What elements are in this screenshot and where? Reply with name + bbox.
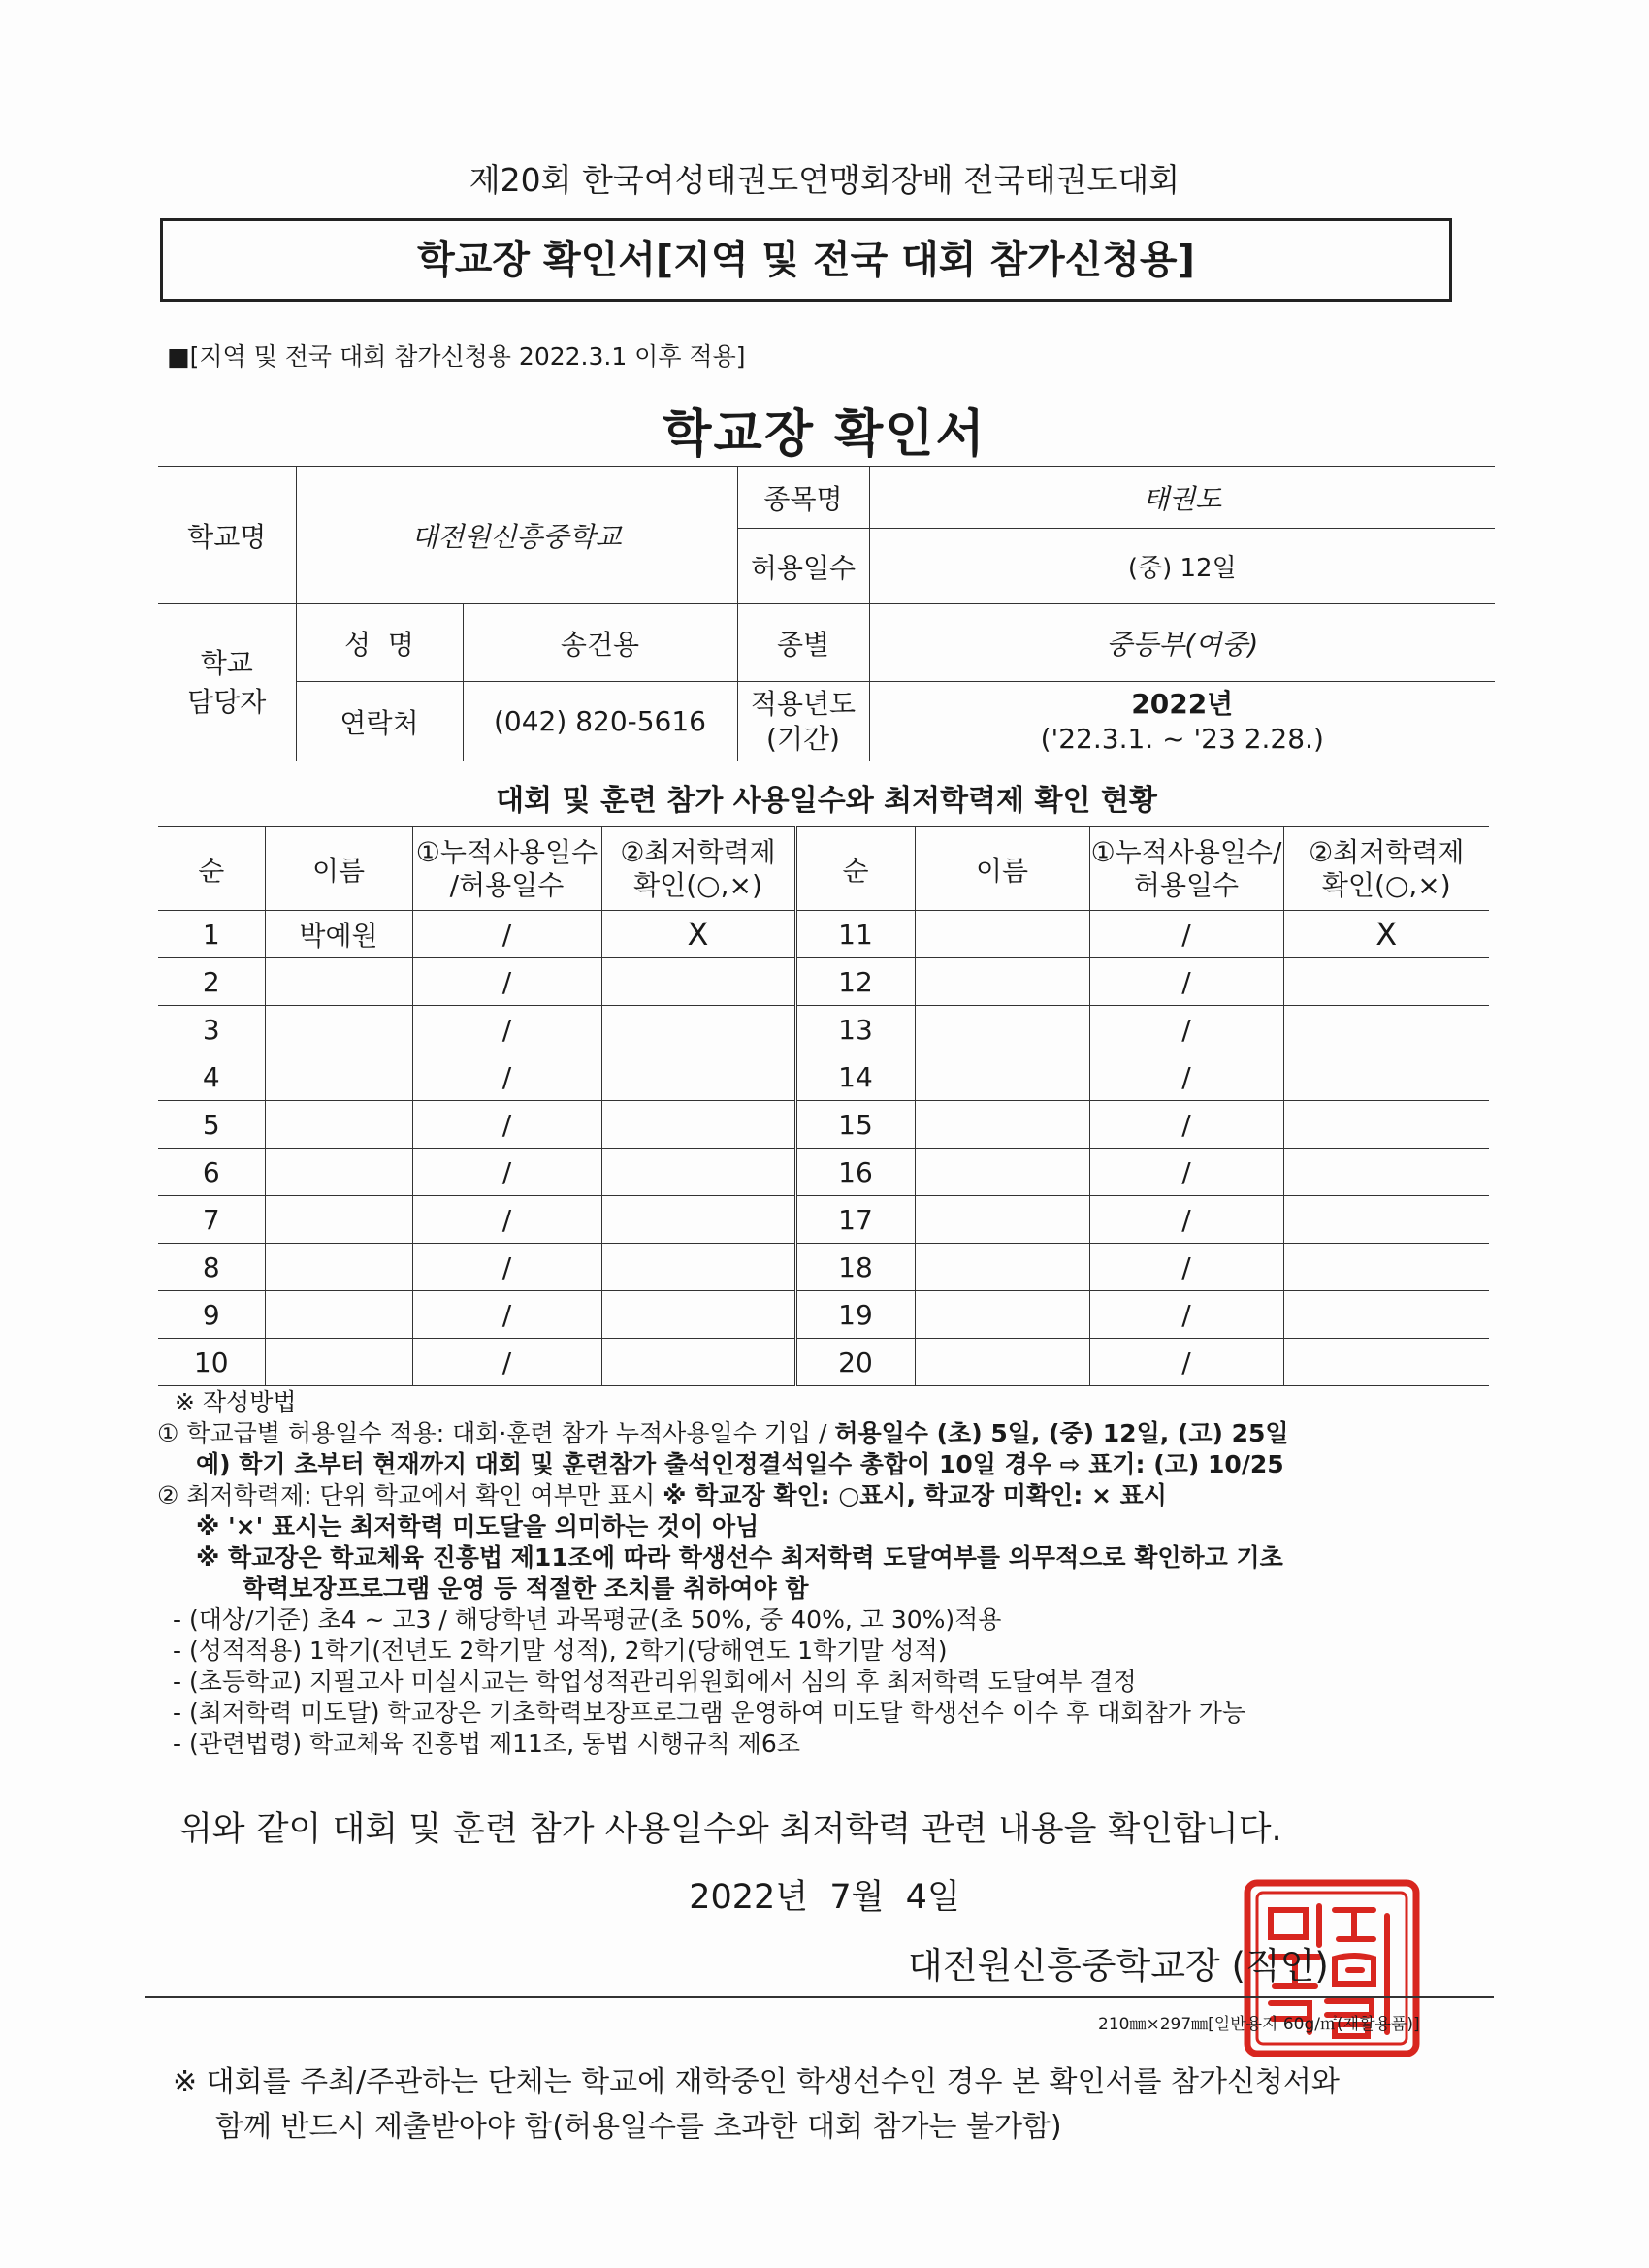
row-used-cell: / bbox=[412, 1006, 601, 1053]
row-check-cell bbox=[1283, 1006, 1489, 1053]
row-no-cell: 12 bbox=[795, 958, 915, 1006]
row-no-cell: 18 bbox=[795, 1244, 915, 1291]
allowed-days-label: 허용일수 bbox=[737, 529, 869, 604]
row-used-cell: / bbox=[412, 958, 601, 1006]
school-name-label: 학교명 bbox=[158, 467, 296, 604]
header-name-left: 이름 bbox=[265, 827, 412, 911]
staff-label: 학교 담당자 bbox=[158, 604, 296, 761]
table-row bbox=[158, 1291, 1489, 1339]
row-name-cell bbox=[265, 1149, 412, 1196]
row-no-cell: 5 bbox=[158, 1101, 265, 1149]
header-check-left: ②최저학력제 확인(○,×) bbox=[601, 827, 795, 911]
row-name-cell bbox=[265, 1053, 412, 1101]
category-label: 종별 bbox=[737, 604, 869, 682]
row-no-cell: 10 bbox=[158, 1339, 265, 1386]
row-no-cell: 17 bbox=[795, 1196, 915, 1244]
row-name-cell bbox=[915, 1101, 1089, 1149]
row-no-cell: 11 bbox=[795, 911, 915, 958]
row-no-cell: 2 bbox=[158, 958, 265, 1006]
note-line-9: - (초등학교) 지필고사 미실시교는 학업성적관리위원회에서 심의 후 최저학력 도달여부 결정 bbox=[173, 1668, 1137, 1696]
row-used-cell: / bbox=[412, 1291, 601, 1339]
row-name-cell bbox=[915, 911, 1089, 958]
row-check-cell bbox=[601, 958, 795, 1006]
row-no-cell: 3 bbox=[158, 1006, 265, 1053]
header-used-right: ①누적사용일수/ 허용일수 bbox=[1089, 827, 1283, 911]
table-row bbox=[158, 1149, 1489, 1196]
note-line-2: 예) 학기 초부터 현재까지 대회 및 훈련참가 출석인정결석일수 총합이 10일 경우 ⇨ 표기: (고) 10/25 bbox=[196, 1450, 1284, 1478]
signer: 대전원신흥중학교장 (직인) bbox=[908, 1945, 1329, 1987]
divider bbox=[146, 1996, 1494, 1998]
note-line-1: ① 학교급별 허용일수 적용: 대회·훈련 참가 누적사용일수 기입 / 허용일수 (초) 5일, (중) 12일, (고) 25일 bbox=[157, 1419, 1289, 1447]
row-check-cell bbox=[601, 1291, 795, 1339]
year-label: 적용년도 (기간) bbox=[737, 682, 869, 761]
row-check-cell: X bbox=[601, 911, 795, 958]
row-used-cell: / bbox=[1089, 1053, 1283, 1101]
row-check-cell bbox=[601, 1006, 795, 1053]
row-name-cell bbox=[265, 1101, 412, 1149]
table-row bbox=[158, 1196, 1489, 1244]
header-used-left: ①누적사용일수 /허용일수 bbox=[412, 827, 601, 911]
row-used-cell: / bbox=[412, 1101, 601, 1149]
table-row bbox=[158, 1339, 1489, 1386]
status-table-title: 대회 및 훈련 참가 사용일수와 최저학력제 확인 현황 bbox=[496, 784, 1157, 818]
row-check-cell bbox=[601, 1053, 795, 1101]
title-box bbox=[160, 218, 1452, 302]
row-check-cell bbox=[601, 1101, 795, 1149]
header-no-right: 순 bbox=[795, 827, 915, 911]
row-name-cell bbox=[915, 1149, 1089, 1196]
note-line-8: - (성적적용) 1학기(전년도 2학기말 성적), 2학기(당해연도 1학기말 성적) bbox=[173, 1636, 948, 1665]
row-check-cell bbox=[1283, 1101, 1489, 1149]
note-line-11: - (관련법령) 학교체육 진흥법 제11조, 동법 시행규칙 제6조 bbox=[173, 1730, 800, 1758]
name-label: 성 명 bbox=[296, 604, 463, 682]
notes-heading: ※ 작성방법 bbox=[175, 1388, 297, 1416]
row-name-cell bbox=[915, 1053, 1089, 1101]
writing-instructions bbox=[157, 1387, 1496, 1760]
row-used-cell: / bbox=[1089, 1006, 1283, 1053]
header-no-left: 순 bbox=[158, 827, 265, 911]
paper-spec: 210㎜×297㎜[일반용지 60g/㎡(재활용품)] bbox=[1098, 2015, 1420, 2034]
row-used-cell: / bbox=[1089, 1339, 1283, 1386]
allowed-days-value: (중) 12일 bbox=[869, 529, 1495, 604]
row-check-cell bbox=[1283, 1053, 1489, 1101]
row-name-cell bbox=[265, 1291, 412, 1339]
row-check-cell bbox=[1283, 958, 1489, 1006]
note-line-7: - (대상/기준) 초4 ~ 고3 / 해당학년 과목평균(초 50%, 중 40%, 고 30%)적용 bbox=[173, 1605, 1002, 1634]
table-row bbox=[158, 958, 1489, 1006]
row-check-cell bbox=[601, 1196, 795, 1244]
row-name-cell bbox=[915, 958, 1089, 1006]
row-used-cell: / bbox=[1089, 1196, 1283, 1244]
row-check-cell bbox=[601, 1339, 795, 1386]
name-value: 송건용 bbox=[463, 604, 737, 682]
row-name-cell bbox=[265, 958, 412, 1006]
row-no-cell: 8 bbox=[158, 1244, 265, 1291]
row-used-cell: / bbox=[412, 1244, 601, 1291]
note-line-6: 학력보장프로그램 운영 등 적절한 조치를 취하여야 함 bbox=[242, 1574, 809, 1603]
category-value: 중등부(여중) bbox=[869, 604, 1495, 682]
note-line-3: ② 최저학력제: 단위 학교에서 확인 여부만 표시 ※ 학교장 확인: ○표시, 학교장 미확인: × 표시 bbox=[157, 1481, 1167, 1509]
row-used-cell: / bbox=[412, 1196, 601, 1244]
row-no-cell: 4 bbox=[158, 1053, 265, 1101]
row-name-cell bbox=[915, 1196, 1089, 1244]
main-title: 학교장 확인서 bbox=[663, 405, 986, 464]
row-no-cell: 1 bbox=[158, 911, 265, 958]
footnote: ※ 대회를 주최/주관하는 단체는 학교에 재학중인 학생선수인 경우 본 확인서를 참가신청서와 함께 반드시 제출받아야 함(허용일수를 초과한 대회 참가는 불가함) bbox=[173, 2065, 1340, 2144]
row-used-cell: / bbox=[412, 1149, 601, 1196]
row-check-cell: X bbox=[1283, 911, 1489, 958]
row-name-cell bbox=[265, 1006, 412, 1053]
row-used-cell: / bbox=[1089, 1291, 1283, 1339]
row-no-cell: 20 bbox=[795, 1339, 915, 1386]
table-row bbox=[158, 1244, 1489, 1291]
row-used-cell: / bbox=[412, 911, 601, 958]
row-no-cell: 7 bbox=[158, 1196, 265, 1244]
note-line-5: ※ 학교장은 학교체육 진흥법 제11조에 따라 학생선수 최저학력 도달여부를 의무적으로 확인하고 기초 bbox=[196, 1543, 1283, 1571]
row-name-cell bbox=[265, 1339, 412, 1386]
status-table bbox=[158, 826, 1489, 1386]
row-no-cell: 9 bbox=[158, 1291, 265, 1339]
row-name-cell bbox=[265, 1196, 412, 1244]
row-name-cell bbox=[265, 1244, 412, 1291]
table-row bbox=[158, 1101, 1489, 1149]
table-row bbox=[158, 1006, 1489, 1053]
row-no-cell: 13 bbox=[795, 1006, 915, 1053]
row-name-cell bbox=[915, 1291, 1089, 1339]
row-used-cell: / bbox=[412, 1339, 601, 1386]
row-check-cell bbox=[601, 1244, 795, 1291]
sport-label: 종목명 bbox=[737, 467, 869, 529]
row-no-cell: 19 bbox=[795, 1291, 915, 1339]
row-check-cell bbox=[1283, 1244, 1489, 1291]
row-check-cell bbox=[601, 1149, 795, 1196]
event-title: 제20회 한국여성태권도연맹회장배 전국태권도대회 bbox=[469, 161, 1180, 199]
table-row bbox=[158, 1053, 1489, 1101]
row-used-cell: / bbox=[1089, 1244, 1283, 1291]
row-used-cell: / bbox=[1089, 1101, 1283, 1149]
contact-label: 연락처 bbox=[296, 682, 463, 761]
row-check-cell bbox=[1283, 1291, 1489, 1339]
table-row bbox=[158, 911, 1489, 958]
row-name-cell: 박예원 bbox=[265, 911, 412, 958]
box-title: 학교장 확인서[지역 및 전국 대회 참가신청용] bbox=[417, 238, 1195, 282]
row-check-cell bbox=[1283, 1196, 1489, 1244]
row-used-cell: / bbox=[1089, 1149, 1283, 1196]
row-no-cell: 15 bbox=[795, 1101, 915, 1149]
school-name-value: 대전원신흥중학교 bbox=[296, 467, 737, 604]
row-no-cell: 6 bbox=[158, 1149, 265, 1196]
sub-note: ■[지역 및 전국 대회 참가신청용 2022.3.1 이후 적용] bbox=[167, 342, 746, 371]
year-value: 2022년 ('22.3.1. ~ '23 2.28.) bbox=[869, 682, 1495, 761]
confirmation-date: 2022년 7월 4일 bbox=[689, 1878, 960, 1917]
note-line-10: - (최저학력 미도달) 학교장은 기초학력보장프로그램 운영하여 미도달 학생선수 이수 후 대회참가 가능 bbox=[173, 1699, 1246, 1727]
contact-value: (042) 820-5616 bbox=[463, 682, 737, 761]
header-name-right: 이름 bbox=[915, 827, 1089, 911]
sport-value: 태권도 bbox=[869, 467, 1495, 529]
school-info-table bbox=[158, 466, 1495, 761]
row-name-cell bbox=[915, 1244, 1089, 1291]
row-name-cell bbox=[915, 1006, 1089, 1053]
note-line-4: ※ '×' 표시는 최저학력 미도달을 의미하는 것이 아님 bbox=[196, 1512, 760, 1540]
row-check-cell bbox=[1283, 1339, 1489, 1386]
row-used-cell: / bbox=[412, 1053, 601, 1101]
confirmation-statement: 위와 같이 대회 및 훈련 참가 사용일수와 최저학력 관련 내용을 확인합니다. bbox=[179, 1810, 1282, 1849]
row-name-cell bbox=[915, 1339, 1089, 1386]
row-used-cell: / bbox=[1089, 958, 1283, 1006]
row-check-cell bbox=[1283, 1149, 1489, 1196]
row-no-cell: 16 bbox=[795, 1149, 915, 1196]
row-used-cell: / bbox=[1089, 911, 1283, 958]
row-no-cell: 14 bbox=[795, 1053, 915, 1101]
header-check-right: ②최저학력제 확인(○,×) bbox=[1283, 827, 1489, 911]
